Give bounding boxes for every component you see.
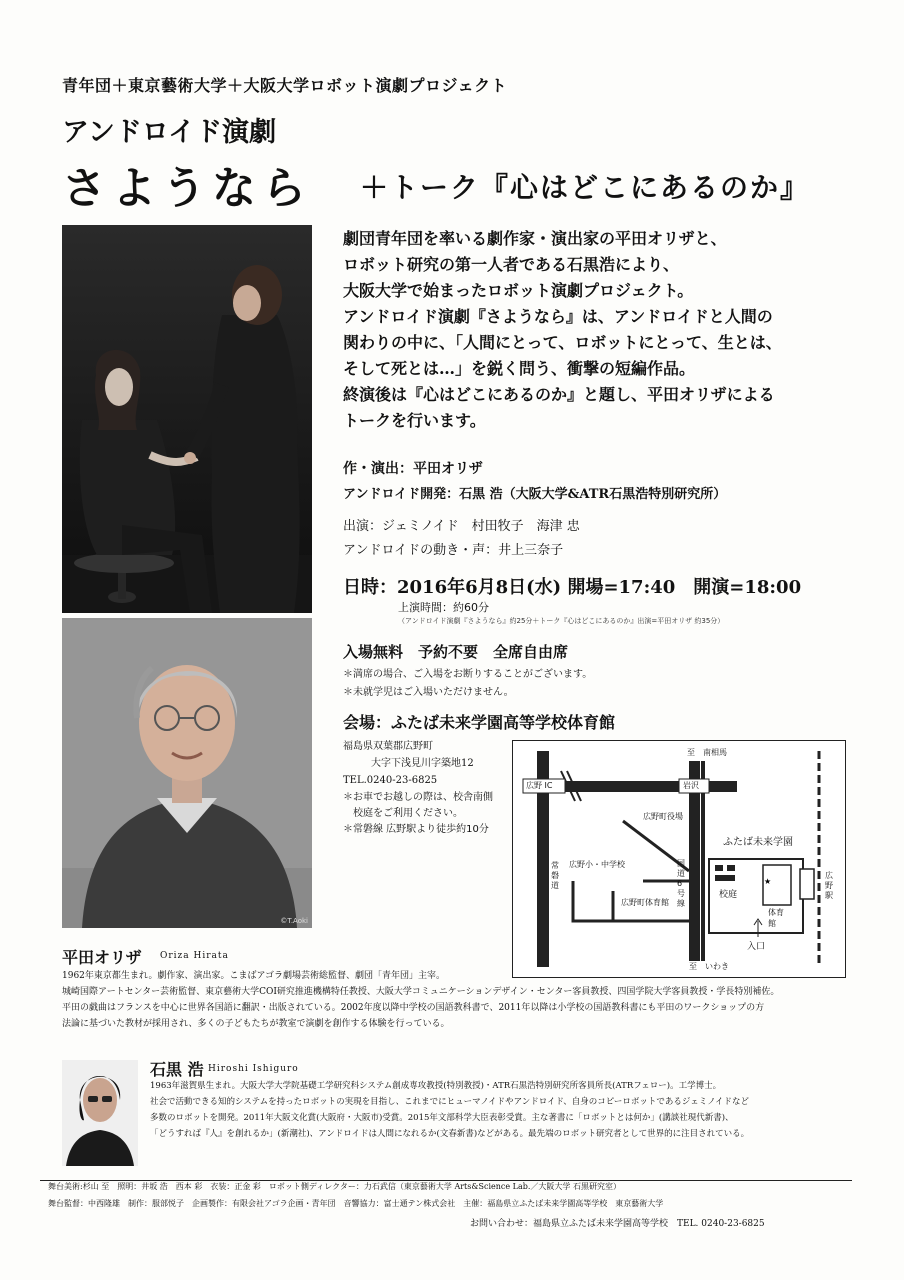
map-label-town-hall: 広野町役場 [643,812,683,821]
ishiguro-name-en: Hiroshi Ishiguro [208,1064,299,1074]
admission-notice: ＊未就学児はご入場いただけません。 [343,687,514,698]
intro-line: ロボット研究の第一人者である石黒浩により、 [343,255,680,274]
hirata-bio [62,968,852,1032]
map-label-entrance: 入口 [747,942,766,952]
map-label-south: 至 いわき [689,962,729,971]
ishiguro-name: 石黒 浩 [150,1060,204,1079]
access-map [512,740,846,978]
address-line: 大字下浅見川字築地12 [371,758,474,769]
runtime-detail: （アンドロイド演劇『さようなら』約25分＋トーク『心はどこにあるのか』出演=平田オリザ 約35分） [398,617,725,625]
bio-line: 法論に基づいた教材が採用され、多くの子どもたちが教室で演劇を創作する体験を行っている。 [62,1019,450,1029]
photo-credit: ©T.Aoki [280,917,308,925]
intro-line: 終演後は『心はどこにあるのか』と題し、平田オリザによる [343,385,775,404]
intro-line: 劇団青年団を率いる劇作家・演出家の平田オリザと、 [343,229,727,248]
staff-credits: 舞台監督：中西隆雄 制作：服部悦子 企画製作：有限会社アゴラ企画・青年団 音響協力：富士通テン株式会社 主催：福島県立ふたば未来学園高等学校 東京藝術大学 [48,1199,664,1208]
talk-title: ＋トーク『心はどこにあるのか』 [360,171,811,204]
map-label-elem-school: 広野小・中学校 [569,860,625,869]
bio-line: 1962年東京都生まれ。劇作家、演出家。こまばアゴラ劇場芸術総監督、劇団「青年団」主宰。 [62,971,445,981]
admission-headline: 入場無料 予約不要 全席自由席 [343,643,569,661]
android-dev-credit: アンドロイド開発：石黒 浩（大阪大学&ATR石黒浩特別研究所） [343,487,727,502]
voice-credit: アンドロイドの動き・声：井上三奈子 [343,543,564,558]
ishiguro-photo [62,1060,138,1166]
access-line: ＊常磐線 広野駅より徒歩約10分 [343,824,489,835]
map-label-iwasawa: 岩沢 [683,781,699,790]
bio-line: 平田の戯曲はフランスを中心に世界各国語に翻訳・出版されている。2002年度以降中学校の国語教科書で、2011年以降は小学校の国語教科書にも平田のワークショップの方 [62,1003,765,1013]
runtime: 上演時間：約60分 [398,601,489,614]
access-line: ＊お車でお越しの際は、校舎南側 [343,792,493,803]
intro-line: 大阪大学で始まったロボット演劇プロジェクト。 [343,281,694,300]
contact-info: お問い合わせ：福島県立ふたば未来学園高等学校 TEL. 0240-23-6825 [470,1219,765,1229]
address-line: 福島県双葉郡広野町 [343,741,433,752]
staff-credits: 舞台美術:杉山 至 照明：井坂 浩 西本 彩 衣装：正金 彩 ロボット側ディレクター：力石武信（東京藝術大学 Arts&Science Lab.／大阪大学 石黒研究室） [48,1182,621,1191]
map-label-station: 広野駅 [825,871,833,900]
admission-notice: ＊満席の場合、ご入場をお断りすることがございます。 [343,669,593,680]
bio-line: 多数のロボットを開発。2011年大阪文化賞(大阪府・大阪市)受賞。2015年文部科学大臣表彰受賞。主な著書に「ロボットとは何か」(講談社現代新書)、 [150,1113,734,1123]
cast-credit: 出演：ジェミノイド 村田牧子 海津 忠 [343,519,580,534]
intro-line: そして死とは…」を鋭く問う、衝撃の短編作品。 [343,359,696,378]
intro-text [343,226,843,434]
access-line: 校庭をご利用ください。 [353,808,463,819]
map-label-ic: 広野 IC [526,781,553,790]
subtitle: アンドロイド演劇 [62,117,277,148]
access-info [343,790,493,838]
ishiguro-bio [150,1078,850,1142]
intro-line: トークを行います。 [343,411,486,430]
hirata-name-en: Oriza Hirata [160,951,229,961]
map-label-school: ふたば未来学園 [723,837,793,848]
event-datetime: 日時：2016年6月8日(水) 開場=17:40 開演=18:00 [343,577,802,598]
hirata-name: 平田オリザ [62,948,142,967]
main-title: さようなら [62,163,312,214]
bio-line: 1963年滋賀県生まれ。大阪大学大学院基礎工学研究科システム創成専攻教授(特別教授)・ATR石黒浩特別研究所客員所長(ATRフェロー)。工学博士。 [150,1081,722,1091]
venue-tel: TEL.0240-23-6825 [343,775,438,786]
map-label-joban: 常磐道 [551,861,559,890]
map-label-route6: 国道6号線 [677,859,685,908]
intro-line: 関わりの中に、「人間にとって、ロボットにとって、生とは、 [343,333,782,352]
hirata-photo [62,618,312,928]
map-label-schoolyard: 校庭 [719,890,738,900]
director-credit: 作・演出：平田オリザ [343,461,483,477]
project-line: 青年団＋東京藝術大学＋大阪大学ロボット演劇プロジェクト [62,76,508,95]
map-label-gym: 体育館 [768,908,784,928]
map-label-north: 至 南相馬 [687,748,727,757]
svg-text:★: ★ [764,877,772,886]
bio-line: 城崎国際アートセンター芸術監督、東京藝術大学COI研究推進機構特任教授、大阪大学コミュニケーションデザイン・センター客員教授、四国学院大学客員教授・学長特別補佐。 [62,987,780,997]
performance-photo [62,225,312,613]
map-label-town-gym: 広野町体育館 [621,898,669,907]
venue-name: 会場：ふたば未来学園高等学校体育館 [343,713,616,732]
venue-address [343,738,474,789]
intro-line: アンドロイド演劇『さようなら』は、アンドロイドと人間の [343,307,773,326]
bio-line: 「どうすれば『人』を創れるか」(新潮社)、アンドロイドは人間になれるか(文春新書)などがある。最先端のロボット研究者として世界的に注目されている。 [150,1129,750,1139]
bio-line: 社会で活動できる知的システムを持ったロボットの実現を目指し、これまでにヒューマノイドやアンドロイド、自身のコピーロボットであるジェミノイドなど [150,1097,750,1107]
